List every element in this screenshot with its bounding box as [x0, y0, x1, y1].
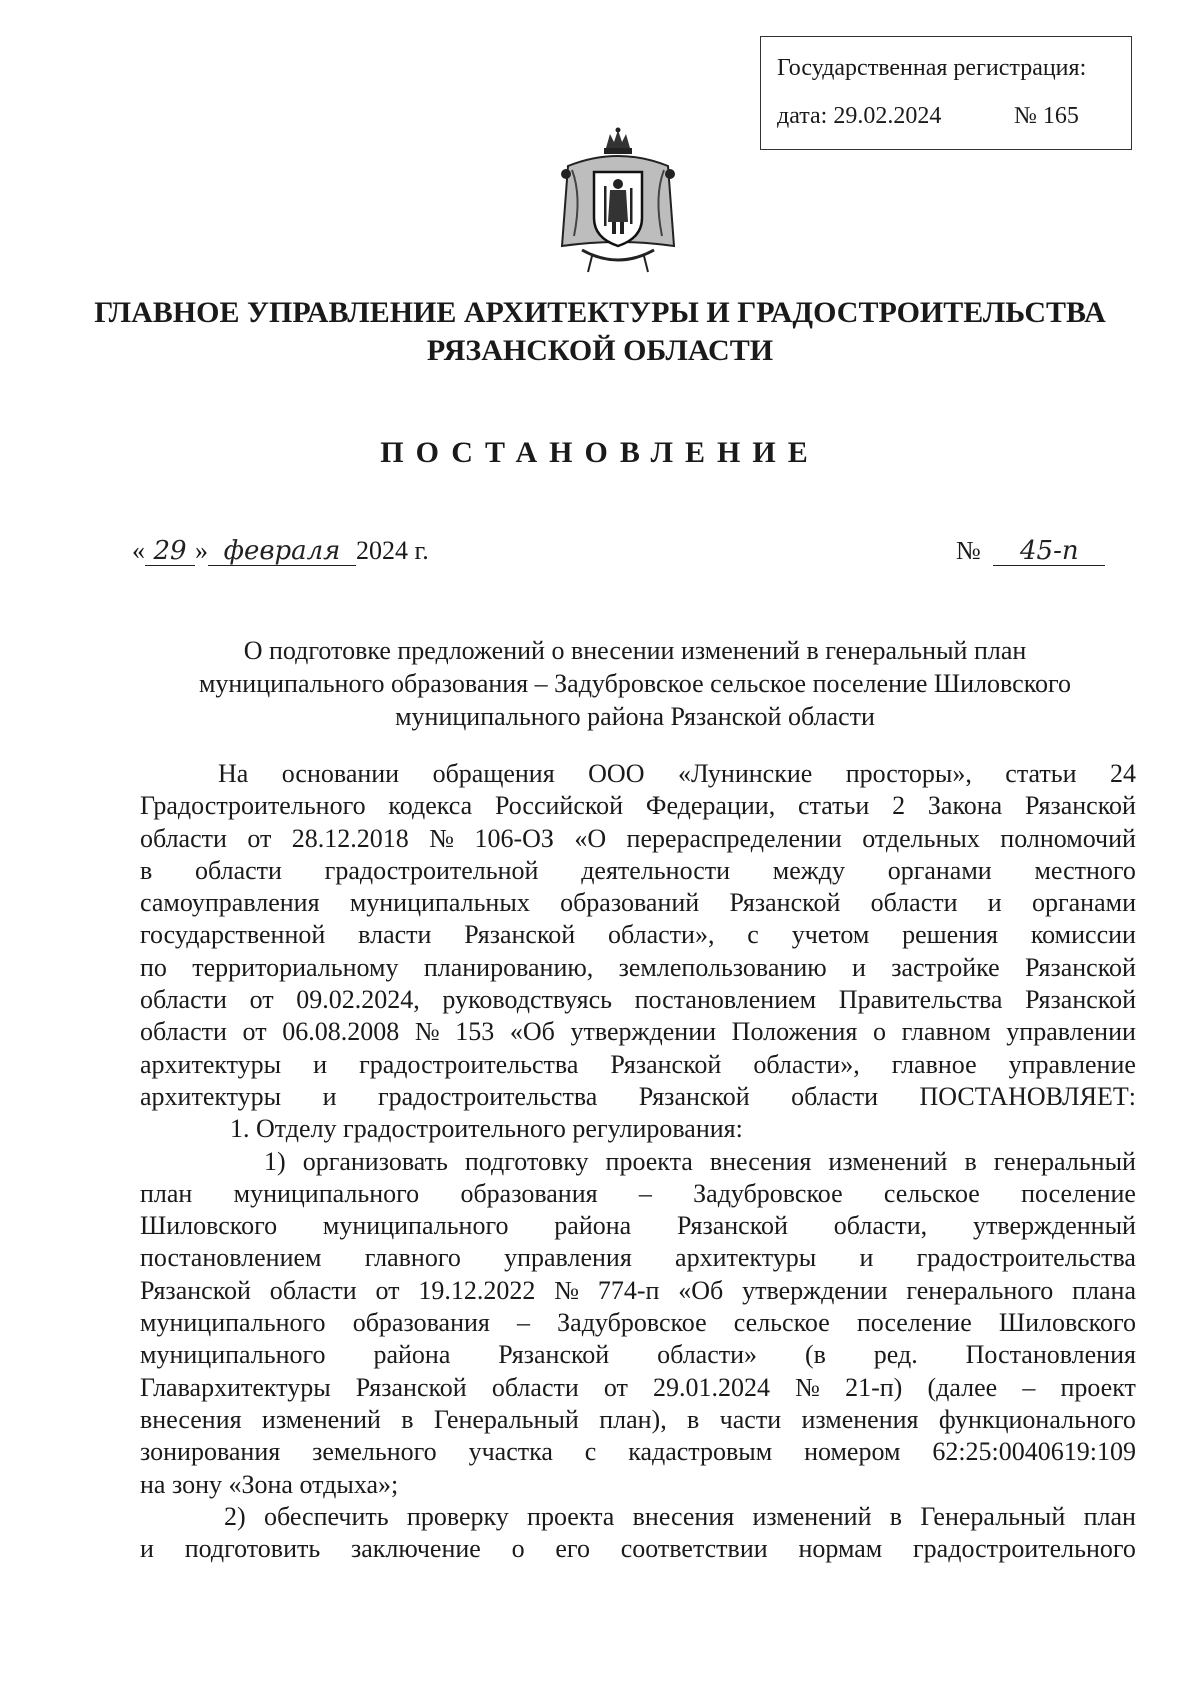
subject-line-1: О подготовке предложений о внесении изменений в генеральный план — [243, 636, 1027, 665]
body-word: самоуправления — [140, 888, 320, 918]
body-word: части — [719, 1404, 782, 1434]
body-word: просторы», — [845, 759, 972, 788]
body-word: Российской — [494, 791, 624, 821]
body-word: от — [247, 823, 272, 853]
body-word: и — [313, 1049, 328, 1079]
body-word: района — [554, 1211, 632, 1241]
body-word: власти — [358, 920, 432, 950]
body-word: градостроительства — [359, 1049, 579, 1079]
body-word: земельного — [312, 1437, 437, 1467]
body-word: проекта — [527, 1501, 615, 1531]
body-line — [140, 887, 1136, 919]
body-word: 09.02.2024, — [296, 985, 420, 1015]
body-word: государственной — [140, 920, 326, 950]
ryazan-coat-of-arms-icon — [548, 126, 688, 276]
body-word: участка — [468, 1437, 553, 1467]
body-word: руководствуясь — [442, 985, 612, 1015]
body-word: – — [1022, 1372, 1036, 1402]
body-word: «Об — [509, 1017, 555, 1047]
body-line — [140, 1372, 1136, 1404]
body-line — [140, 1113, 1136, 1145]
body-word: проекта — [605, 1146, 693, 1176]
body-word: подготовку — [464, 1146, 589, 1176]
body-word: архитектуры — [140, 1049, 282, 1079]
body-word: о — [873, 1017, 887, 1047]
body-word: местного — [1034, 855, 1136, 885]
body-word: по — [140, 952, 167, 982]
body-word: Рязанской — [638, 1081, 750, 1111]
body-word: № — [429, 823, 455, 853]
body-word: утверждении — [742, 1275, 888, 1305]
body-word: градостроительного — [913, 1534, 1136, 1564]
body-line-text: на зону «Зона отдыха»; — [140, 1469, 399, 1499]
body-word: в — [964, 1146, 977, 1176]
body-word: статьи — [798, 791, 870, 821]
body-word: его — [555, 1534, 590, 1564]
body-word: области — [140, 1017, 227, 1047]
body-word: № — [795, 1372, 820, 1402]
body-word: области — [140, 823, 227, 853]
body-word: главное — [891, 1049, 977, 1079]
document-subject — [120, 634, 1150, 733]
body-word: области, — [833, 1211, 928, 1241]
number-label: № — [956, 536, 981, 565]
body-word: Главархитектуры — [140, 1372, 331, 1402]
body-word: области — [140, 985, 227, 1015]
body-word: управлении — [1006, 1017, 1136, 1047]
body-word: изменения — [801, 1404, 919, 1434]
body-word: от — [375, 1275, 400, 1305]
body-word: статьи — [1005, 759, 1077, 788]
body-word: утвержденный — [973, 1211, 1136, 1241]
body-word: от — [242, 1017, 267, 1047]
body-word: сельское — [883, 1178, 980, 1208]
body-word: в — [140, 855, 153, 885]
body-word: 774-п — [597, 1275, 660, 1305]
body-word: области — [791, 1081, 879, 1111]
body-word: 106-ОЗ — [474, 823, 554, 853]
body-word: «Об — [678, 1275, 724, 1305]
body-word: Правительства — [838, 985, 1003, 1015]
body-word: градостроительной — [324, 855, 539, 885]
document-type: ПОСТАНОВЛЕНИЕ — [380, 436, 820, 469]
registration-number: № 165 — [1014, 103, 1079, 129]
body-line — [140, 823, 1136, 855]
body-word: (далее — [927, 1372, 998, 1402]
body-word: утверждении — [570, 1017, 717, 1047]
body-word: землепользованию — [618, 952, 827, 982]
body-word: о — [511, 1534, 525, 1564]
body-line — [140, 1178, 1136, 1210]
body-word: области — [195, 855, 282, 885]
body-word: Генеральный — [433, 1404, 579, 1434]
body-word: Задубровское — [693, 1178, 843, 1208]
body-word: № — [414, 1017, 440, 1047]
body-word: образования — [460, 1178, 598, 1208]
body-word: ООО — [588, 759, 645, 788]
body-line — [140, 1469, 1136, 1501]
body-word: образований — [560, 888, 700, 918]
body-word: (в — [804, 1340, 826, 1370]
organization-name-line-1: ГЛАВНОЕ УПРАВЛЕНИЕ АРХИТЕКТУРЫ И ГРАДОСТРОИТЕЛЬСТВА — [94, 296, 1106, 329]
body-word: – — [638, 1178, 652, 1208]
body-word: 29.01.2024 — [653, 1372, 771, 1402]
body-word: 1) — [264, 1146, 286, 1176]
body-word: 21-п) — [845, 1372, 903, 1402]
body-word: Рязанской — [1025, 791, 1136, 821]
body-word: 28.12.2018 — [291, 823, 409, 853]
document-body — [140, 758, 1136, 1565]
body-line — [140, 790, 1136, 822]
body-word: Рязанской — [1025, 952, 1136, 982]
body-word: – — [517, 1308, 530, 1338]
body-line — [140, 1081, 1136, 1113]
body-word: Рязанской — [610, 1049, 722, 1079]
body-word: области» — [657, 1340, 758, 1370]
body-word: обращения — [432, 759, 555, 788]
body-word: Шиловского — [998, 1308, 1136, 1338]
body-word: отдельных — [862, 823, 980, 853]
body-word: Положения — [731, 1017, 858, 1047]
body-word: плана — [1072, 1275, 1136, 1305]
body-word: внесения — [632, 1501, 735, 1531]
registration-date: дата: 29.02.2024 — [777, 103, 942, 129]
body-word: 62:25:0040619:109 — [932, 1437, 1136, 1467]
body-word: в — [401, 1404, 414, 1434]
body-word: изменений — [261, 1404, 381, 1434]
body-word: и — [851, 952, 866, 982]
body-line — [140, 1339, 1136, 1371]
body-word: области», — [753, 1049, 860, 1079]
body-word: Задубровское — [557, 1308, 707, 1338]
date-year: 2024 г. — [356, 536, 429, 565]
body-word: архитектуры — [675, 1243, 817, 1273]
body-word: в — [687, 1404, 700, 1434]
body-word: внесения — [709, 1146, 812, 1176]
body-word: Рязанской — [464, 920, 576, 950]
body-word: Генеральный — [920, 1501, 1066, 1531]
body-word: ПОСТАНОВЛЯЕТ: — [919, 1081, 1136, 1111]
body-line — [140, 1501, 1136, 1533]
body-word: проект — [1060, 1372, 1136, 1402]
body-word: Федерации, — [645, 791, 776, 821]
subject-line-2: муниципального образования – Задубровское сельское поселение Шиловского — [198, 669, 1072, 698]
body-word: Закона — [927, 791, 1003, 821]
body-word: Рязанской — [355, 1372, 467, 1402]
body-word: перераспределении — [626, 823, 842, 853]
body-word: генерального — [906, 1275, 1054, 1305]
date-month: февраля — [208, 537, 356, 566]
body-word: области», — [608, 920, 715, 950]
body-word: муниципального — [140, 1308, 326, 1338]
body-word: подготовить — [184, 1534, 321, 1564]
body-word: кадастровым — [628, 1437, 773, 1467]
body-word: органами — [887, 855, 992, 885]
body-word: изменений — [752, 1501, 872, 1531]
body-word: Постановления — [965, 1340, 1136, 1370]
body-line — [140, 1242, 1136, 1274]
body-word: 19.12.2022 — [418, 1275, 536, 1305]
body-line-text: 1. Отделу градостроительного регулирования: — [230, 1114, 743, 1144]
body-word: и — [140, 1534, 154, 1564]
body-word: полномочий — [1000, 823, 1136, 853]
body-word: поселение — [1021, 1178, 1136, 1208]
body-word: и — [987, 888, 1002, 918]
body-word: главного — [364, 1243, 461, 1273]
body-word: изменений — [828, 1146, 948, 1176]
body-word: учетом — [791, 920, 870, 950]
body-word: и — [859, 1243, 874, 1273]
body-word: ред. — [873, 1340, 918, 1370]
body-word: муниципального — [322, 1211, 509, 1241]
date-close-quote: » — [195, 536, 208, 565]
body-line — [140, 1049, 1136, 1081]
registration-stamp — [760, 36, 1132, 150]
body-word: управление — [1008, 1049, 1136, 1079]
body-word: «Лунинские — [677, 759, 813, 788]
body-word: от — [603, 1372, 628, 1402]
body-word: муниципального — [140, 1340, 326, 1370]
body-word: зонирования — [140, 1437, 281, 1467]
body-word: главном — [901, 1017, 991, 1047]
body-word: органами — [1031, 888, 1136, 918]
body-word: района — [373, 1340, 451, 1370]
body-line — [140, 984, 1136, 1016]
body-line — [140, 1146, 1136, 1178]
body-word: На — [218, 759, 249, 788]
body-word: от — [249, 985, 274, 1015]
body-word: поселение — [856, 1308, 972, 1338]
body-word: застройке — [891, 952, 1000, 982]
body-word: муниципальных — [349, 888, 530, 918]
body-word: области — [870, 888, 958, 918]
organization-name-line-2: РЯЗАНСКОЙ ОБЛАСТИ — [426, 334, 774, 367]
body-word: постановлением — [140, 1243, 322, 1273]
body-word: внесения — [140, 1404, 242, 1434]
body-word: образования — [352, 1308, 490, 1338]
body-word: муниципального — [233, 1178, 420, 1208]
body-word: 24 — [1109, 759, 1136, 788]
body-line — [140, 919, 1136, 951]
body-word: Рязанской — [1025, 985, 1136, 1015]
body-word: план — [1083, 1501, 1136, 1531]
body-line — [140, 758, 1136, 790]
body-line — [140, 1275, 1136, 1307]
body-line — [140, 1307, 1136, 1339]
body-word: Рязанской — [729, 888, 841, 918]
body-word: функционального — [938, 1404, 1136, 1434]
body-word: постановлением — [634, 985, 817, 1015]
body-word: генеральный — [993, 1146, 1136, 1176]
body-word: проверку — [406, 1501, 509, 1531]
body-word: план), — [599, 1404, 667, 1434]
body-word: архитектуры — [140, 1081, 282, 1111]
body-word: и — [322, 1081, 337, 1111]
body-word: основании — [281, 759, 400, 788]
organization-name — [60, 294, 1140, 370]
body-word: № — [554, 1275, 579, 1305]
body-word: Рязанской — [140, 1275, 251, 1305]
body-word: территориальному — [192, 952, 399, 982]
body-word: организовать — [302, 1146, 448, 1176]
document-date — [132, 536, 429, 566]
body-word: между — [772, 855, 845, 885]
body-line — [140, 952, 1136, 984]
body-word: с — [747, 920, 759, 950]
body-word: планированию, — [423, 952, 594, 982]
body-word: Рязанской — [498, 1340, 610, 1370]
body-word: план — [140, 1178, 193, 1208]
body-word: нормам — [798, 1534, 883, 1564]
body-word: номером — [804, 1437, 901, 1467]
subject-line-3: муниципального района Рязанской области — [395, 702, 875, 731]
body-line — [140, 1533, 1136, 1565]
body-line — [140, 1210, 1136, 1242]
document-number — [956, 536, 1105, 566]
body-word: заключение — [350, 1534, 481, 1564]
body-word: в — [889, 1501, 903, 1531]
registration-title: Государственная регистрация: — [777, 55, 1087, 81]
body-word: обеспечить — [263, 1501, 389, 1531]
body-word: кодекса — [388, 791, 473, 821]
body-line — [140, 1404, 1136, 1436]
body-word: градостроительства — [377, 1081, 598, 1111]
body-word: градостроительства — [916, 1243, 1136, 1273]
body-word: 06.08.2008 — [282, 1017, 400, 1047]
body-word: сельское — [733, 1308, 830, 1338]
body-word: «О — [574, 823, 607, 853]
body-word: области — [491, 1372, 579, 1402]
body-word: 153 — [455, 1017, 495, 1047]
body-line — [140, 855, 1136, 887]
body-word: Градостроительного — [140, 791, 366, 821]
body-word: решения — [902, 920, 999, 950]
body-word: соответствии — [620, 1534, 768, 1564]
body-word: управления — [504, 1243, 632, 1273]
body-word: комиссии — [1030, 920, 1136, 950]
body-word: Рязанской — [677, 1211, 788, 1241]
body-word: Шиловского — [140, 1211, 278, 1241]
date-open-quote: « — [132, 536, 145, 565]
number-value: 45-п — [993, 537, 1105, 566]
body-word: с — [584, 1437, 597, 1467]
body-word: области — [269, 1275, 357, 1305]
body-word: 2 — [892, 791, 906, 821]
body-word: 2) — [224, 1501, 246, 1531]
date-day: 29 — [145, 537, 195, 566]
body-line — [140, 1436, 1136, 1468]
body-line — [140, 1016, 1136, 1048]
body-word: деятельности — [581, 855, 731, 885]
